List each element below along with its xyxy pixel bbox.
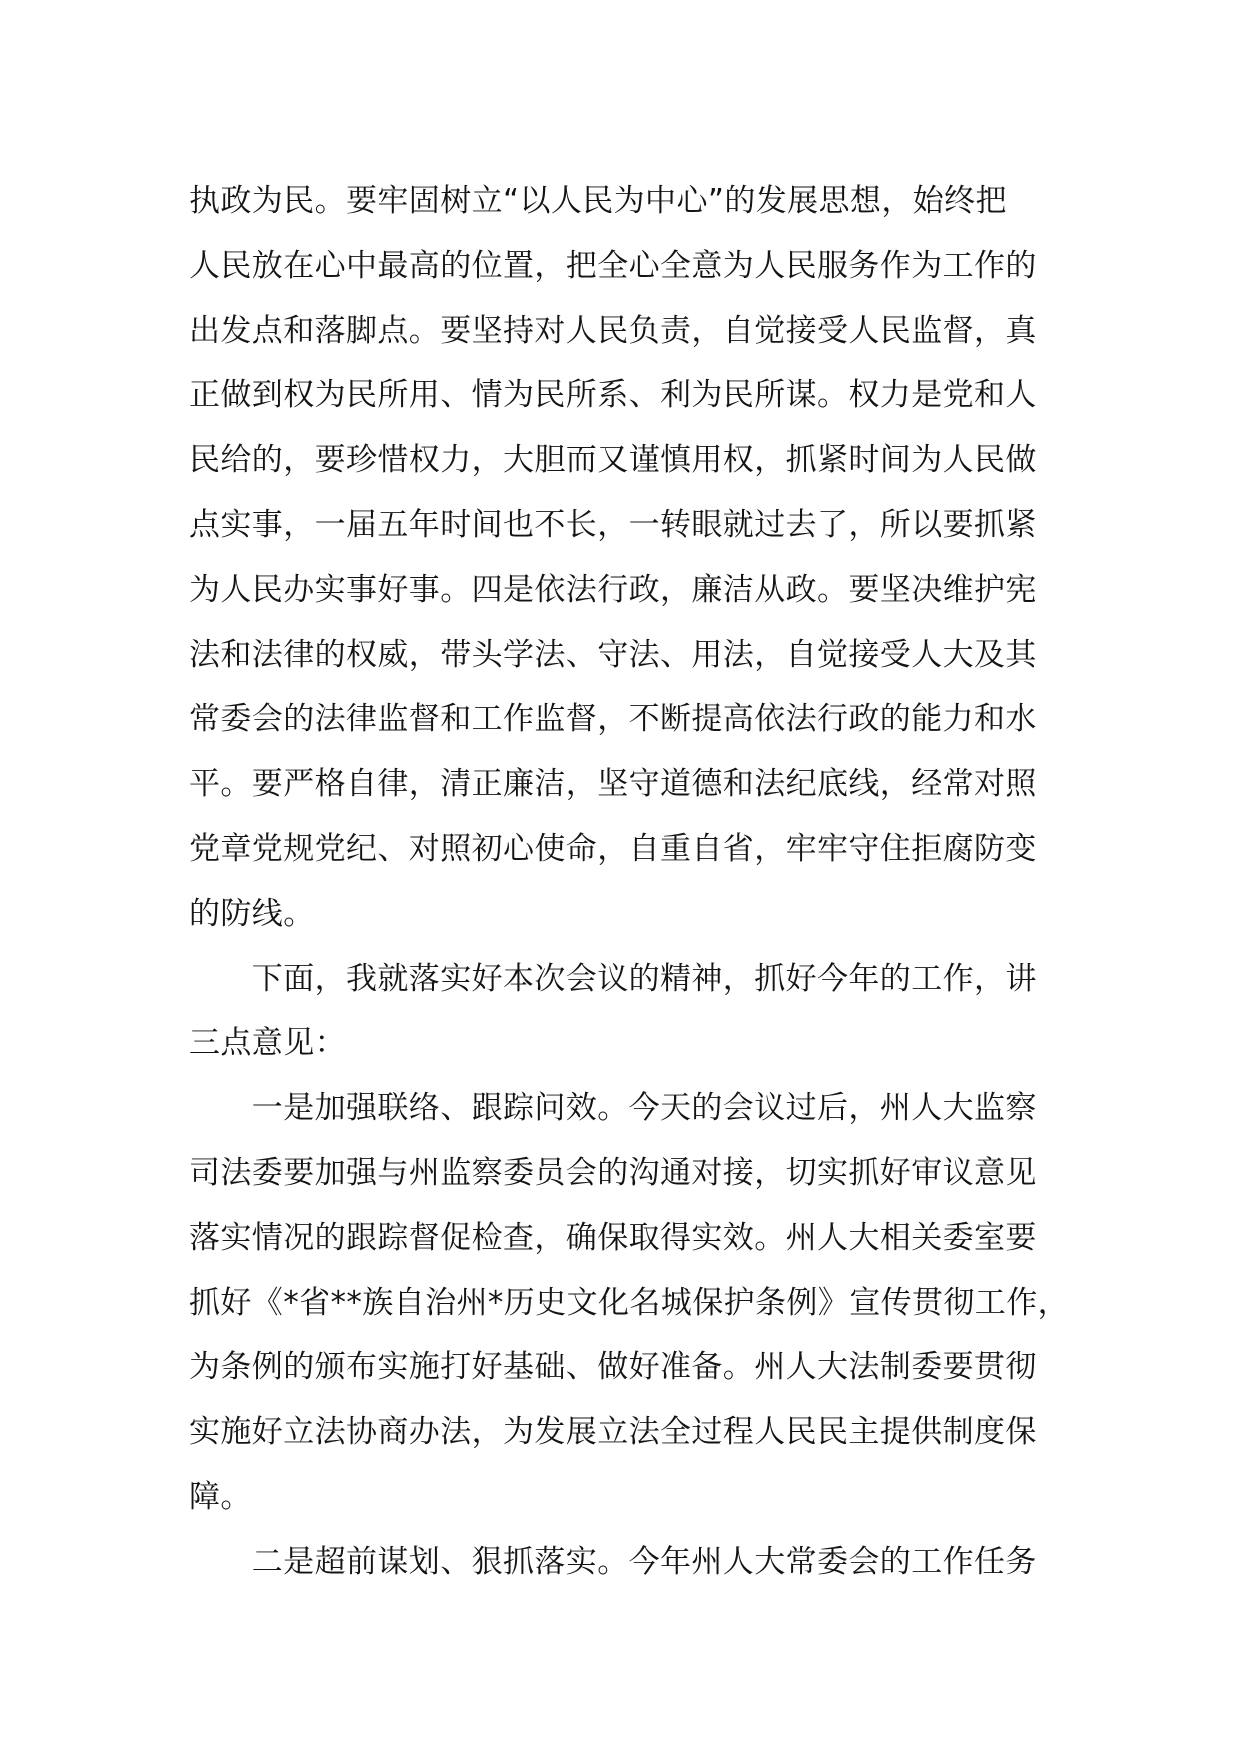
text-line: 的防线。 [189,895,315,932]
text-line: 为人民办实事好事。四是依法行政，廉洁从政。要坚决维护宪 [189,571,1037,608]
text-line: 人民放在心中最高的位置，把全心全意为人民服务作为工作的 [189,247,1037,284]
text-line: 落实情况的跟踪督促检查，确保取得实效。州人大相关委室要 [189,1219,1037,1256]
text-line: 执政为民。要牢固树立“以人民为中心”的发展思想，始终把 [189,183,1007,219]
text-line: 民给的，要珍惜权力，大胆而又谨慎用权，抓紧时间为人民做 [189,442,1037,479]
text-line: 正做到权为民所用、情为民所系、利为民所谋。权力是党和人 [189,377,1037,414]
text-line: 党章党规党纪、对照初心使命，自重自省，牢牢守住拒腐防变 [189,830,1037,867]
text-line: 障。 [189,1478,252,1515]
paragraph-first-line: 一是加强联络、跟踪问效。今天的会议过后，州人大监察 [189,1090,1037,1127]
text-line: 点实事，一届五年时间也不长，一转眼就过去了，所以要抓紧 [189,506,1037,543]
text-line: 平。要严格自律，清正廉洁，坚守道德和法纪底线，经常对照 [189,766,1037,803]
text-line: 常委会的法律监督和工作监督，不断提高依法行政的能力和水 [189,701,1037,738]
text-line: 三点意见： [189,1025,346,1062]
body-text [189,169,1069,1595]
paragraph-first-line: 二是超前谋划、狠抓落实。今年州人大常委会的工作任务 [189,1543,1037,1580]
text-line: 出发点和落脚点。要坚持对人民负责，自觉接受人民监督，真 [189,312,1037,349]
text-line: 法和法律的权威，带头学法、守法、用法，自觉接受人大及其 [189,636,1037,673]
text-line: 抓好《*省**族自治州*历史文化名城保护条例》宣传贯彻工作， [189,1284,1069,1321]
text-line: 实施好立法协商办法，为发展立法全过程人民民主提供制度保 [189,1414,1037,1451]
text-line: 司法委要加强与州监察委员会的沟通对接，切实抓好审议意见 [189,1154,1037,1191]
text-line: 为条例的颁布实施打好基础、做好准备。州人大法制委要贯彻 [189,1349,1037,1386]
paragraph-first-line: 下面，我就落实好本次会议的精神，抓好今年的工作，讲 [189,960,1037,997]
